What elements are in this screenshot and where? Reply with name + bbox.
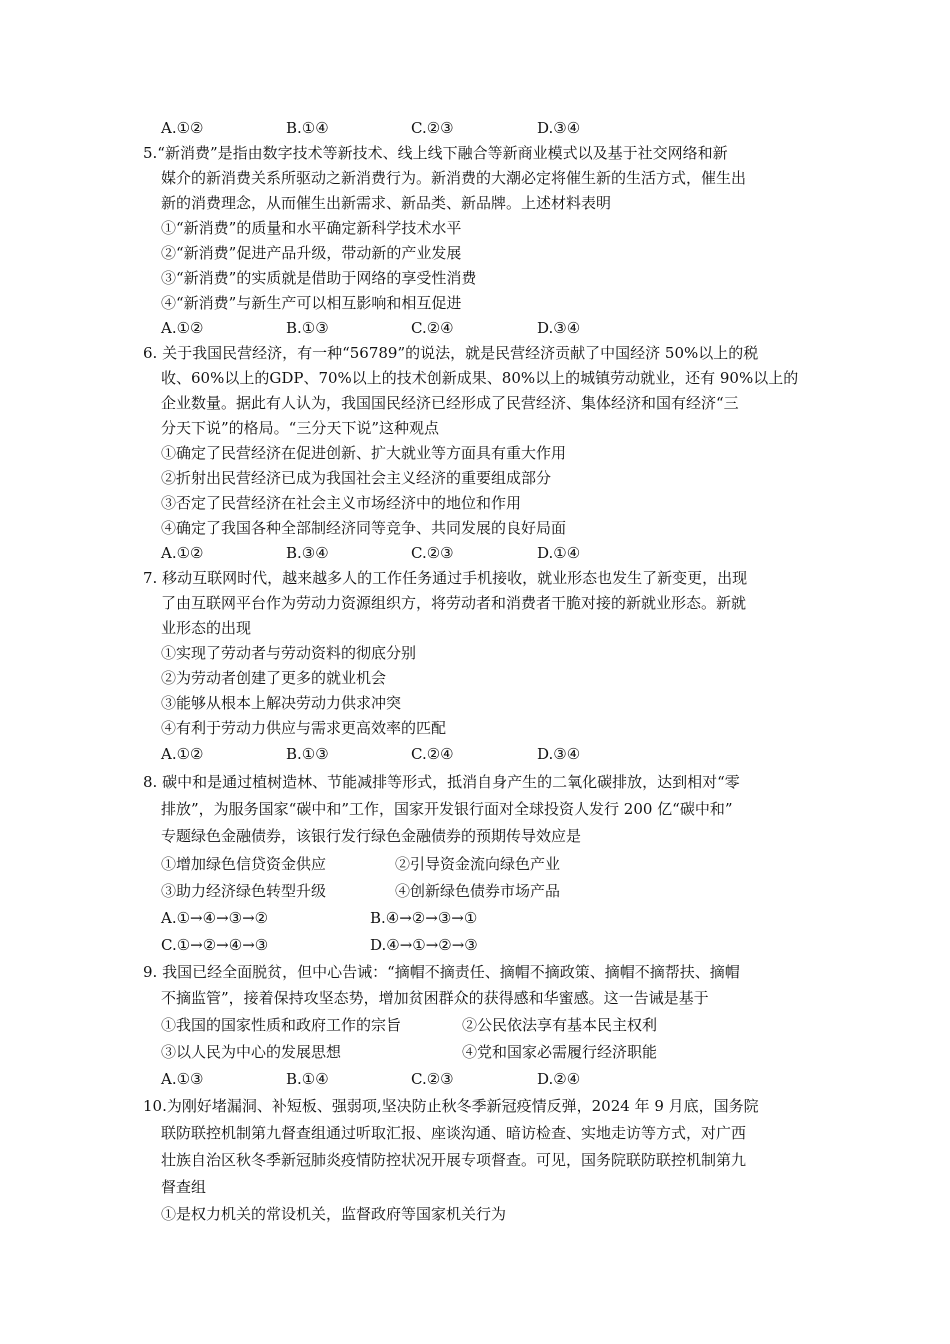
q8-stem-line: 8. 碳中和是通过植树造林、节能减排等形式，抵消自身产生的二氧化碳排放，达到相对“零 [143,773,740,791]
q9-stem-line: 不摘监管”，接着保持攻坚态势，增加贫困群众的获得感和华蜜感。这一告诫是基于 [161,989,709,1007]
q8-item: ③助力经济绿色转型升级 [161,882,327,900]
q7-option-d: D.③④ [537,745,581,763]
q9-stem-line: 9. 我国已经全面脱贫，但中心告诫：“摘帽不摘责任、摘帽不摘政策、摘帽不摘帮扶、摘帽 [143,963,740,981]
q4-option-d: D.③④ [537,119,581,137]
q6-stem-line: 6. 关于我国民营经济，有一种“56789”的说法，就是民营经济贡献了中国经济 50%以上的税 [143,344,759,362]
q7-stem-line: 7. 移动互联网时代，越来越多人的工作任务通过手机接收，就业形态也发生了新变更，出现 [143,569,748,587]
q4-option-c: C.②③ [411,119,454,137]
q5-option-a: A.①② [161,319,204,337]
q10-stem-line: 壮族自治区秋冬季新冠肺炎疫情防控状况开展专项督查。可见，国务院联防联控机制第九 [161,1151,747,1169]
q6-option-d: D.①④ [537,544,581,562]
q9-option-d: D.②④ [537,1070,581,1088]
q6-option-c: C.②③ [411,544,454,562]
q6-item: ①确定了民营经济在促进创新、扩大就业等方面具有重大作用 [161,444,567,462]
q9-option-a: A.①③ [161,1070,204,1088]
q8-option-c: C.①→②→④→③ [161,936,269,954]
q5-item: ②“新消费”促进产品升级，带动新的产业发展 [161,244,462,262]
q6-stem-line: 分天下说”的格局。“三分天下说”这种观点 [161,419,440,437]
q8-stem-line: 排放”，为服务国家“碳中和”工作，国家开发银行面对全球投资人发行 200 亿“碳中和” [161,800,733,818]
q5-item: ③“新消费”的实质就是借助于网络的享受性消费 [161,269,477,287]
q9-option-c: C.②③ [411,1070,454,1088]
q8-item: ④创新绿色债券市场产品 [395,882,561,900]
q7-item: ①实现了劳动者与劳动资料的彻底分别 [161,644,417,662]
q7-stem-line: 了由互联网平台作为劳动力资源组织方，将劳动者和消费者干脆对接的新就业形态。新就 [161,594,747,612]
q8-stem-line: 专题绿色金融债券，该银行发行绿色金融债券的预期传导效应是 [161,827,582,845]
q8-option-a: A.①→④→③→② [161,909,269,927]
q5-item: ①“新消费”的质量和水平确定新科学技术水平 [161,219,462,237]
q6-item: ②折射出民营经济已成为我国社会主义经济的重要组成部分 [161,469,552,487]
q8-option-d: D.④→①→②→③ [370,936,478,954]
q7-stem-line: 业形态的出现 [161,619,252,637]
q9-item: ①我国的国家性质和政府工作的宗旨 [161,1016,402,1034]
q5-option-d: D.③④ [537,319,581,337]
q7-item: ④有利于劳动力供应与需求更高效率的匹配 [161,719,447,737]
q6-item: ③否定了民营经济在社会主义市场经济中的地位和作用 [161,494,522,512]
q5-stem-line: 新的消费理念，从而催生出新需求、新品类、新品牌。上述材料表明 [161,194,612,212]
q6-option-a: A.①② [161,544,204,562]
q4-option-b: B.①④ [286,119,329,137]
q7-item: ③能够从根本上解决劳动力供求冲突 [161,694,402,712]
q8-option-b: B.④→②→③→① [370,909,478,927]
q10-stem-line: 督查组 [161,1178,207,1196]
q6-option-b: B.③④ [286,544,329,562]
q5-stem-line: 媒介的新消费关系所驱动之新消费行为。新消费的大潮必定将催生新的生活方式，催生出 [161,169,747,187]
q9-item: ④党和国家必需履行经济职能 [462,1043,658,1061]
q7-option-b: B.①③ [286,745,329,763]
q5-option-b: B.①③ [286,319,329,337]
q6-stem-line: 收、60%以上的GDP、70%以上的技术创新成果、80%以上的城镇劳动就业，还有 90%以上的 [161,369,799,387]
q9-item: ②公民依法享有基本民主权利 [462,1016,658,1034]
q7-option-c: C.②④ [411,745,454,763]
q6-stem-line: 企业数量。据此有人认为，我国国民经济已经形成了民营经济、集体经济和国有经济“三 [161,394,739,412]
q5-option-c: C.②④ [411,319,454,337]
q7-option-a: A.①② [161,745,204,763]
q5-stem-line: 5.“新消费”是指由数字技术等新技术、线上线下融合等新商业模式以及基于社交网络和新 [143,144,728,162]
q10-stem-line: 联防联控机制第九督查组通过听取汇报、座谈沟通、暗访检查、实地走访等方式，对广西 [161,1124,747,1142]
q10-item: ①是权力机关的常设机关，监督政府等国家机关行为 [161,1205,507,1223]
q7-item: ②为劳动者创建了更多的就业机会 [161,669,387,687]
q6-item: ④确定了我国各种全部制经济同等竞争、共同发展的良好局面 [161,519,567,537]
q9-option-b: B.①④ [286,1070,329,1088]
q5-item: ④“新消费”与新生产可以相互影响和相互促进 [161,294,462,312]
q10-stem-line: 10.为刚好堵漏洞、补短板、强弱项,坚决防止秋冬季新冠疫情反弹，2024 年 9 月底，国务院 [143,1097,759,1115]
q8-item: ①增加绿色信贷资金供应 [161,855,327,873]
q8-item: ②引导资金流向绿色产业 [395,855,561,873]
q9-item: ③以人民为中心的发展思想 [161,1043,342,1061]
q4-option-a: A.①② [161,119,204,137]
